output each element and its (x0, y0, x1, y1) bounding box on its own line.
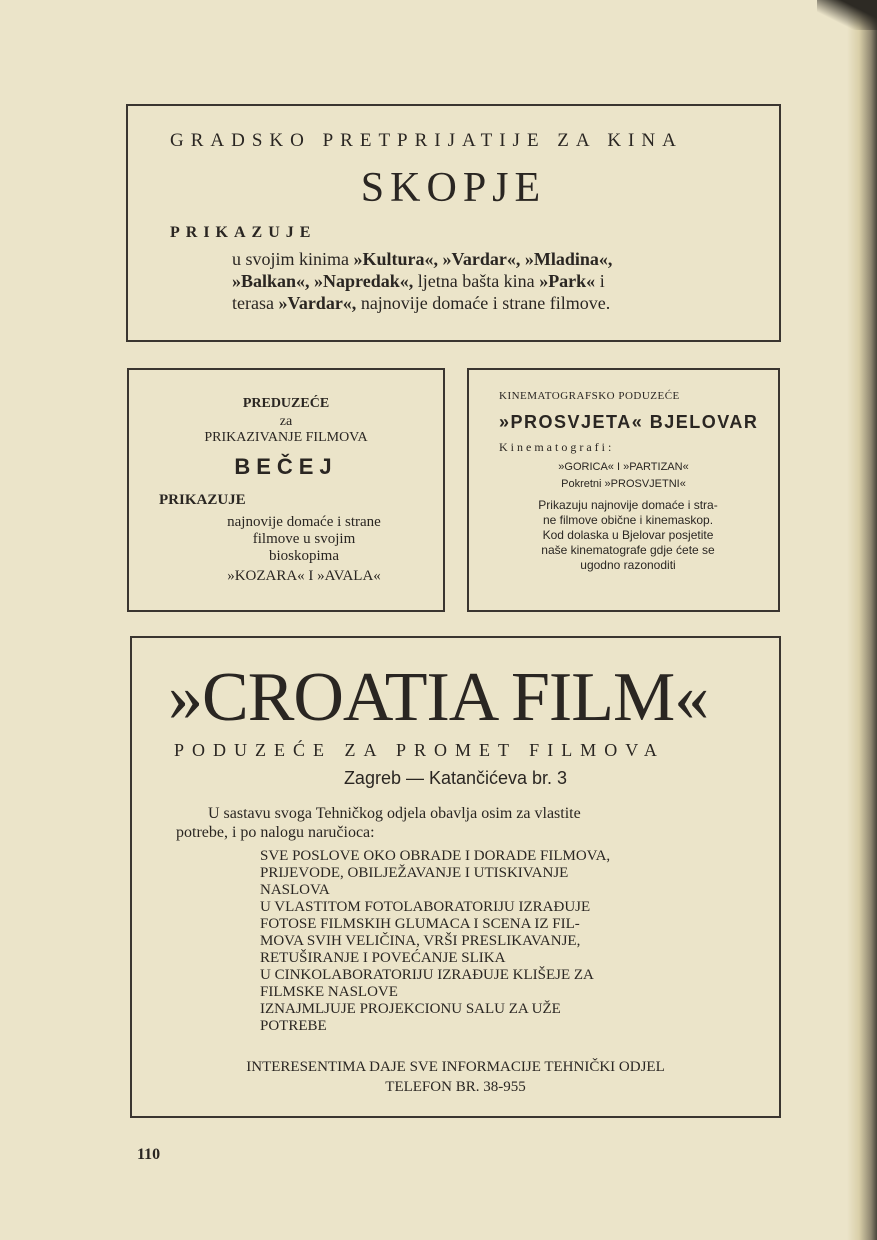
service-line: U CINKOLABORATORIJU IZRAĐUJE KLIŠEJE ZA (260, 967, 594, 983)
cinema-names: »Park« (539, 271, 596, 291)
bjelovar-cinemas-label: Kinematografi: (499, 440, 615, 454)
skopje-header: GRADSKO PRETPRIJATIJE ZA KINA (170, 130, 683, 151)
cinema-names: »Kultura«, »Vardar«, »Mladina«, (353, 249, 613, 269)
page-edge-shadow (847, 0, 877, 1240)
bjelovar-cinemas: »GORICA« I »PARTIZAN« (558, 461, 689, 473)
croatia-footer-line-1: INTERESENTIMA DAJE SVE INFORMACIJE TEHNIČKI ODJEL (246, 1059, 665, 1075)
text-span: u svojim kinima (232, 249, 354, 269)
becej-advertisement (127, 368, 445, 612)
bjelovar-header: KINEMATOGRAFSKO PODUZEĆE (499, 390, 680, 402)
becej-shows-label: PRIKAZUJE (159, 492, 246, 508)
skopje-city-title: SKOPJE (360, 165, 547, 211)
croatia-film-advertisement (130, 636, 781, 1118)
bjelovar-body-line: ne filmove obične i kinemaskop. (542, 513, 714, 527)
skopje-body-line-2 (232, 270, 752, 292)
becej-body-text (179, 514, 429, 585)
becej-line-1: PREDUZEĆE (242, 396, 330, 411)
croatia-film-title: »CROATIA FILM« (168, 659, 709, 736)
croatia-footer-line-2: TELEFON BR. 38-955 (385, 1079, 526, 1095)
service-line: NASLOVA (260, 882, 330, 898)
croatia-intro-line-1: U sastavu svoga Tehničkog odjela obavlja osim za vlastite (208, 805, 581, 822)
bjelovar-body-line: Kod dolaska u Bjelovar posjetite (542, 528, 714, 542)
service-line: U VLASTITOM FOTOLABORATORIJU IZRAĐUJE (260, 899, 591, 915)
skopje-body-line-3 (232, 292, 752, 314)
text-span: ljetna bašta kina (413, 271, 540, 291)
service-line: RETUŠIRANJE I POVEĆANJE SLIKA (260, 950, 506, 966)
page-corner-shadow (817, 0, 877, 30)
croatia-services-list (260, 848, 750, 1035)
bjelovar-body-line: Prikazuju najnovije domaće i stra- (538, 498, 718, 512)
text-span: terasa (232, 293, 279, 313)
becej-body-line: filmove u svojim (252, 531, 356, 547)
becej-line-2: za (279, 414, 293, 429)
becej-line-3: PRIKAZIVANJE FILMOVA (204, 430, 368, 445)
croatia-film-address: Zagreb — Katančićeva br. 3 (343, 768, 568, 788)
becej-city-title: BEČEJ (234, 454, 338, 479)
skopje-advertisement (126, 104, 781, 342)
becej-body-line: bioskopima (269, 548, 339, 564)
bjelovar-body-line: ugodno razonoditi (580, 558, 676, 572)
service-line: POTREBE (260, 1018, 327, 1034)
service-line: FOTOSE FILMSKIH GLUMACA I SCENA IZ FIL- (260, 916, 580, 932)
bjelovar-body-line: naše kinematografe gdje ćete se (541, 543, 715, 557)
text-span: najnovije domaće i strane filmove. (356, 293, 611, 313)
becej-body-line: najnovije domaće i strane (227, 514, 381, 530)
bjelovar-company-name: »PROSVJETA« BJELOVAR (499, 412, 759, 432)
skopje-body-line-1 (232, 248, 752, 270)
service-line: MOVA SVIH VELIČINA, VRŠI PRESLIKAVANJE, (260, 933, 581, 949)
bjelovar-body-text (497, 498, 759, 573)
cinema-names: »Balkan«, »Napredak«, (232, 271, 414, 291)
skopje-body-text (232, 248, 752, 314)
service-line: IZNAJMLJUJE PROJEKCIONU SALU ZA UŽE (260, 1001, 561, 1017)
croatia-film-subtitle: PODUZEĆE ZA PROMET FILMOVA (174, 740, 665, 760)
becej-cinema-names: »KOZARA« I »AVALA« (227, 568, 381, 584)
text-span: i (595, 271, 605, 291)
croatia-intro-line-2: potrebe, i po nalogu naručioca: (176, 824, 375, 841)
bjelovar-mobile-cinema: Pokretni »PROSVJETNI« (561, 478, 686, 490)
service-line: SVE POSLOVE OKO OBRADE I DORADE FILMOVA, (260, 848, 611, 864)
page-number: 110 (137, 1146, 161, 1163)
skopje-shows-label: PRIKAZUJE (170, 224, 317, 241)
cinema-names: »Vardar«, (278, 293, 357, 313)
service-line: FILMSKE NASLOVE (260, 984, 398, 1000)
bjelovar-advertisement (467, 368, 780, 612)
service-line: PRIJEVODE, OBILJEŽAVANJE I UTISKIVANJE (260, 865, 569, 881)
